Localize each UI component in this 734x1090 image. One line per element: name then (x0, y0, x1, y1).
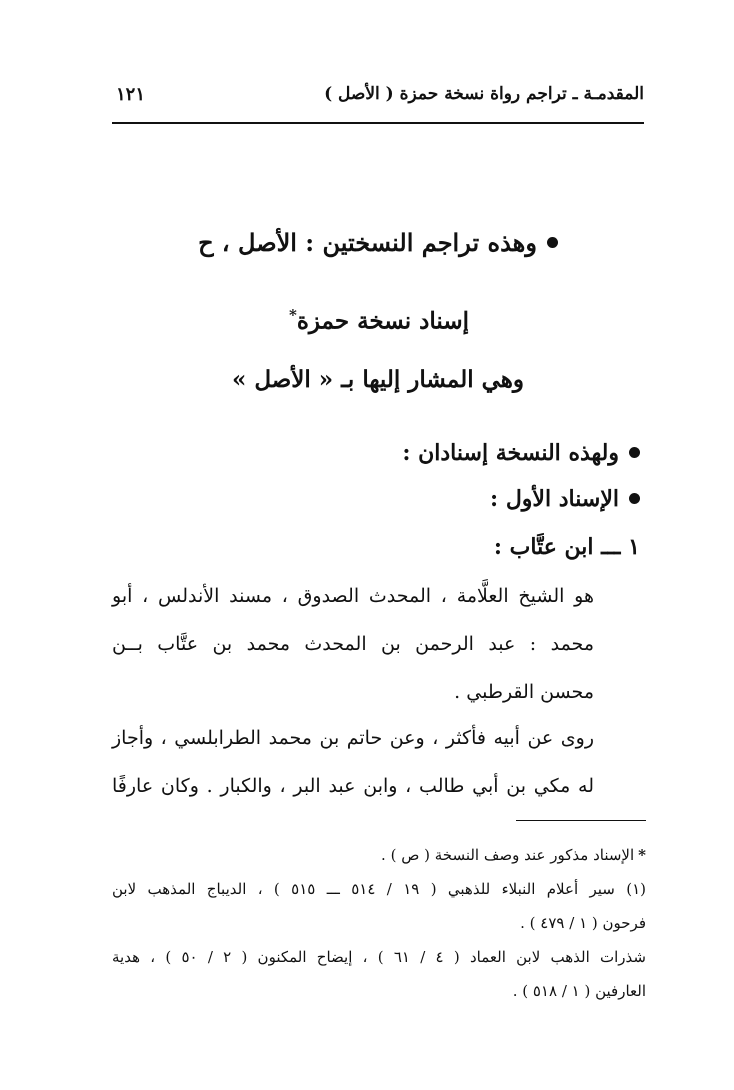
paragraph-narration (112, 714, 594, 810)
bullet-icon (629, 447, 640, 458)
bullet-icon (629, 493, 640, 504)
heading-isnad (112, 306, 644, 335)
page-number: ١٢١ (116, 84, 146, 105)
footnote-line: العارفين ( ١ / ٥١٨ ) . (512, 982, 646, 1000)
heading-two-isnads (402, 440, 640, 466)
header-rule (112, 122, 644, 124)
footnote-line: فرحون ( ١ / ٤٧٩ ) . (520, 914, 646, 932)
footnote-star-text: الإسناد مذكور عند وصف النسخة ( ص ) . (381, 846, 635, 864)
footnote-separator (516, 820, 646, 821)
heading-translations-text: وهذه تراجم النسختين : الأصل ، ح (198, 228, 537, 257)
body-line: محمد : عبد الرحمن بن المحدث محمد بن عتَّاب بــن (112, 633, 594, 655)
footnote-star (112, 838, 646, 872)
footnote-line: (١) سير أعلام النبلاء للذهبي ( ١٩ / ٥١٤ ـــ ٥١٥ ) ، الديباج المذهب لابن (112, 880, 646, 898)
heading-two-isnads-text: ولهذه النسخة إسنادان : (402, 440, 619, 466)
running-title: المقدمـة ـ تراجم رواة نسخة حمزة ( الأصل ) (324, 84, 644, 104)
bullet-icon (547, 237, 558, 248)
footnote-star-mark: * (638, 846, 646, 864)
heading-translations (112, 228, 644, 257)
footnotes (112, 838, 646, 1008)
paragraph-biography (112, 572, 594, 716)
running-header (112, 84, 644, 114)
footnote-line: شذرات الذهب لابن العماد ( ٤ / ٦١ ) ، إيضاح المكنون ( ٢ / ٥٠ ) ، هدية (112, 948, 646, 966)
heading-isnad-text: إسناد نسخة حمزة (296, 307, 470, 335)
body-line: له مكي بن أبي طالب ، وابن عبد البر ، والكبار . وكان عارفًا (112, 775, 594, 797)
heading-referred-to: وهي المشار إليها بـ « الأصل » (231, 366, 525, 393)
body-line: محسن القرطبي . (454, 681, 594, 703)
heading-ibn-attab: ١ ـــ ابن عتَّاب : (493, 534, 640, 560)
heading-first-isnad (490, 486, 640, 512)
body-line: روى عن أبيه فأكثر ، وعن حاتم بن محمد الطرابلسي ، وأجاز (112, 727, 594, 749)
heading-first-isnad-text: الإسناد الأول : (490, 486, 619, 512)
footnote-star-marker: * (288, 306, 297, 324)
body-line: هو الشيخ العلَّامة ، المحدث الصدوق ، مسند الأندلس ، أبو (112, 585, 594, 607)
